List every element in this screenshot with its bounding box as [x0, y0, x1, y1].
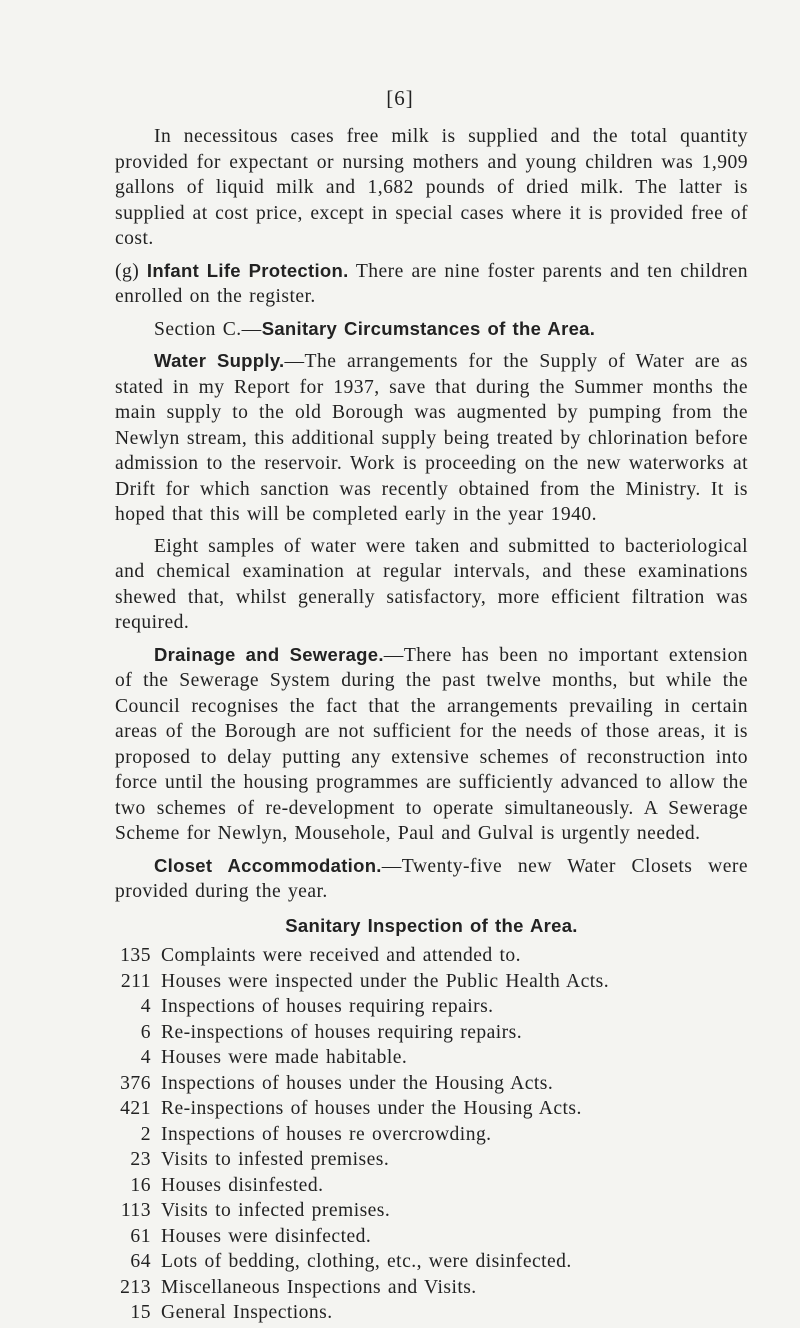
- inspection-text: General Inspections.: [161, 1302, 333, 1323]
- inspection-row: [115, 1300, 748, 1326]
- inspection-count: 135: [120, 945, 151, 966]
- inspection-text: Inspections of houses requiring repairs.: [161, 996, 494, 1017]
- inspection-count: 16: [130, 1174, 151, 1196]
- inspection-text: Re-inspections of houses requiring repairs.: [161, 1021, 523, 1043]
- inspection-count: 15: [130, 1302, 151, 1323]
- inspection-count: 61: [130, 1225, 151, 1247]
- inspection-count: 4: [140, 1047, 151, 1068]
- inspection-text: Re-inspections of houses under the Housing Acts.: [161, 1098, 582, 1119]
- page-body: [115, 124, 748, 1326]
- inspection-list: [115, 943, 748, 1326]
- inspection-text: Houses were disinfected.: [161, 1225, 372, 1247]
- inspection-count: 6: [140, 1021, 151, 1043]
- inspection-text: Lots of bedding, clothing, etc., were disinfected.: [161, 1251, 572, 1272]
- section-c-title: Sanitary Circumstances of the Area.: [261, 317, 596, 339]
- infant-life-paragraph: [115, 258, 748, 310]
- drainage-heading: Drainage and Sewerage.: [154, 643, 384, 665]
- section-c-prefix: Section C.—: [154, 318, 262, 340]
- inspection-row: [115, 994, 748, 1020]
- inspection-row: [115, 1122, 748, 1148]
- inspection-text: Houses disinfested.: [161, 1174, 324, 1196]
- water-supply-heading: Water Supply.: [154, 350, 285, 371]
- inspection-row: [115, 1147, 748, 1173]
- inspection-text: Miscellaneous Inspections and Visits.: [161, 1276, 477, 1298]
- closet-heading: Closet Accommodation.: [154, 854, 382, 876]
- inspection-row: [115, 1071, 748, 1097]
- closet-text: —Twenty-five new Water Closets were provided during the year.: [115, 855, 748, 902]
- inspection-row: [115, 1173, 748, 1199]
- page-number: [6]: [386, 86, 414, 110]
- inspection-count: 213: [120, 1276, 151, 1298]
- water-samples-paragraph: Eight samples of water were taken and submitted to bacteriological and chemical examination at regular intervals, and these examinations shewed that, whilst generally satisfactory, more efficient filtration was required.: [115, 535, 748, 633]
- inspection-count: 211: [120, 970, 151, 992]
- inspection-row: [115, 1249, 748, 1275]
- inspection-text: Inspections of houses re overcrowding.: [161, 1123, 492, 1145]
- water-supply-text: —The arrangements for the Supply of Water are as stated in my Report for 1937, save that during the Summer months the main supply to the old Borough was augmented by pumping from the Newlyn stream, this additional supply being treated by chlorination before admission to the reservoir. Work is proceeding on the new waterworks at Drift for which sanction was recently obtained from the Ministry. It is hoped that this will be completed early in the year 1940.: [115, 351, 748, 525]
- inspection-text: Visits to infested premises.: [161, 1149, 390, 1170]
- inspection-count: 421: [120, 1098, 151, 1119]
- inspection-row: [115, 1275, 748, 1301]
- inspection-text: Houses were made habitable.: [161, 1047, 408, 1068]
- inspection-row: [115, 969, 748, 995]
- infant-life-heading: Infant Life Protection.: [146, 259, 349, 281]
- water-supply-paragraph: [115, 348, 748, 528]
- inspection-row: [115, 1224, 748, 1250]
- drainage-paragraph: [115, 642, 748, 847]
- infant-life-prefix: (g): [115, 260, 140, 282]
- inspection-count: 4: [140, 996, 151, 1017]
- inspection-text: Visits to infected premises.: [161, 1200, 391, 1221]
- infant-life-text: There are nine foster parents and ten children enrolled on the register.: [115, 260, 748, 307]
- inspection-row: [115, 1045, 748, 1071]
- inspection-text: Houses were inspected under the Public Health Acts.: [161, 970, 610, 992]
- inspection-count: 376: [120, 1072, 151, 1094]
- inspection-row: [115, 1198, 748, 1224]
- inspection-text: Complaints were received and attended to.: [161, 945, 522, 966]
- closet-paragraph: [115, 853, 748, 905]
- drainage-text: —There has been no important extension of the Sewerage System during the past twelve months, but while the Council recognises the fact that the arrangements prevailing in certain areas of the Borough are not sufficient for the needs of those areas, it is proposed to delay putting any extensive schemes of reconstruction into force until the housing programmes are sufficiently advanced to allow the two schemes of re-development to operate simultaneously. A Sewerage Scheme for Newlyn, Mousehole, Paul and Gulval is urgently needed.: [115, 644, 748, 844]
- inspection-count: 64: [130, 1251, 151, 1272]
- milk-paragraph: In necessitous cases free milk is supplied and the total quantity provided for expectant or nursing mothers and young children was 1,909 gallons of liquid milk and 1,682 pounds of dried milk. The latter is supplied at cost price, except in special cases where it is provided free of cost.: [115, 126, 748, 249]
- sanitary-inspection-heading: [115, 913, 748, 940]
- inspection-row: [115, 943, 748, 969]
- inspection-row: [115, 1096, 748, 1122]
- section-c-heading: [115, 316, 748, 343]
- inspection-count: 23: [130, 1149, 151, 1170]
- sanitary-inspection-title: Sanitary Inspection of the Area.: [285, 914, 578, 936]
- inspection-text: Inspections of houses under the Housing Acts.: [161, 1072, 554, 1094]
- inspection-row: [115, 1020, 748, 1046]
- inspection-count: 2: [140, 1123, 151, 1145]
- inspection-count: 113: [120, 1200, 151, 1221]
